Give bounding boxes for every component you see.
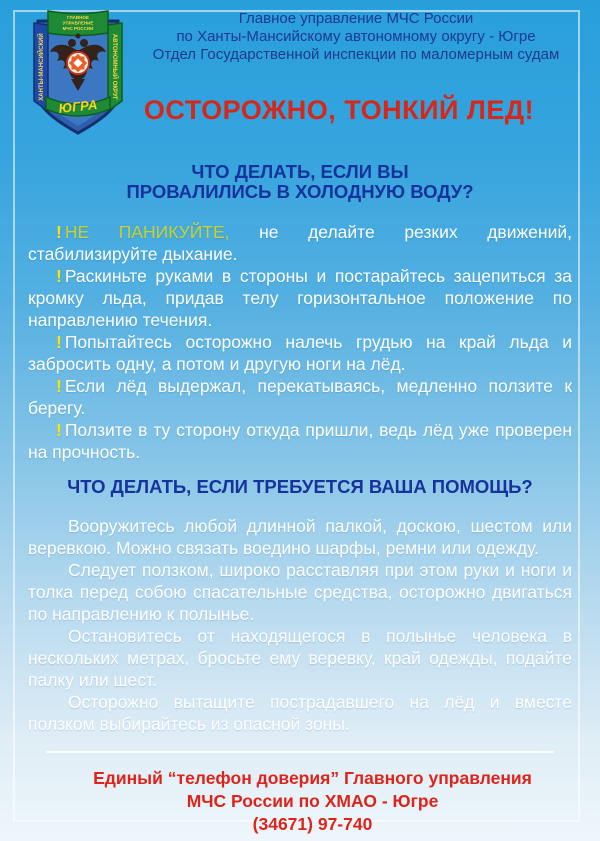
footer-contact <box>53 767 572 836</box>
ugra-label: ЮГРА <box>57 97 99 116</box>
top-banner-line: ГЛАВНОЕ <box>67 15 89 20</box>
exclamation-marker-icon: ! <box>56 222 62 242</box>
org-header-line: Отдел Государственной инспекции по маломерным судам <box>152 46 560 63</box>
footer-line: МЧС России по ХМАО - Югре <box>186 791 439 811</box>
bullet-item <box>28 331 572 375</box>
divider-line <box>46 751 554 753</box>
section2-paragraphs <box>28 515 572 735</box>
bullet-item <box>28 265 572 331</box>
top-banner-line: МЧС РОССИИ <box>62 26 94 31</box>
paragraph: Следует ползком, широко расставляя при этом руки и ноги и толка перед собою спасательные средства, осторожно двигаться по направлению к полынье. <box>28 560 572 624</box>
bullet-item <box>28 375 572 419</box>
section1-heading-line1: ЧТО ДЕЛАТЬ, ЕСЛИ ВЫ <box>191 161 409 182</box>
exclamation-marker-icon: ! <box>56 376 62 396</box>
org-header-line: по Ханты-Мансийскому автономному округу - Югре <box>176 28 536 45</box>
left-ribbon-label: ХАНТЫ-МАНСИЙСКИЙ <box>39 33 45 101</box>
bullet-item <box>28 221 572 265</box>
footer-phone: (34671) 97-740 <box>252 814 373 834</box>
right-ribbon-label: АВТОНОМНЫЙ ОКРУГ <box>111 33 117 101</box>
org-header <box>140 10 572 64</box>
poster-content <box>28 10 572 836</box>
bullet-item <box>28 419 572 463</box>
paragraph: Вооружитесь любой длинной палкой, доскою, шестом или веревкою. Можно связать воедино шарфы, ремни или одежду. <box>28 516 572 558</box>
exclamation-marker-icon: ! <box>56 420 62 440</box>
org-header-line: Главное управление МЧС России <box>238 10 474 27</box>
bullet-lead-phrase: НЕ ПАНИКУЙТЕ, <box>64 222 230 242</box>
bullet-text: Попытайтесь осторожно налечь грудью на край льда и забросить одну, а потом и другую ноги на лёд. <box>28 332 572 374</box>
bullet-text: Если лёд выдержал, перекатываясь, медленно ползите к берегу. <box>28 376 572 418</box>
bullet-text: Ползите в ту сторону откуда пришли, ведь лёд уже проверен на прочность. <box>28 420 572 462</box>
bullet-text: не делайте резких движений, стабилизируйте дыхание. <box>28 222 572 264</box>
paragraph: Осторожно вытащите пострадавшего на лёд и вместе ползком выбирайтесь из опасной зоны. <box>28 692 572 734</box>
paragraph: Остановитесь от находящегося в полынье человека в нескольких метрах, бросьте ему веревку, край одежды, подайте палку или шест. <box>28 626 572 690</box>
top-banner-line: УПРАВЛЕНИЕ <box>62 20 94 26</box>
section2-heading: ЧТО ДЕЛАТЬ, ЕСЛИ ТРЕБУЕТСЯ ВАША ПОМОЩЬ? <box>67 476 533 497</box>
bullet-text: Раскиньте руками в стороны и постарайтесь зацепиться за кромку льда, придав телу горизонтальное положение по направлению течения. <box>28 266 572 330</box>
poster-title: ОСТОРОЖНО, ТОНКИЙ ЛЕД! <box>143 95 535 125</box>
section1-heading-line2: ПРОВАЛИЛИСЬ В ХОЛОДНУЮ ВОДУ? <box>126 181 474 202</box>
exclamation-marker-icon: ! <box>56 332 62 352</box>
exclamation-marker-icon: ! <box>56 266 62 286</box>
footer-line: Единый “телефон доверия” Главного управления <box>93 768 532 788</box>
section1-bullet-list <box>28 221 572 463</box>
section1-heading <box>28 162 572 202</box>
